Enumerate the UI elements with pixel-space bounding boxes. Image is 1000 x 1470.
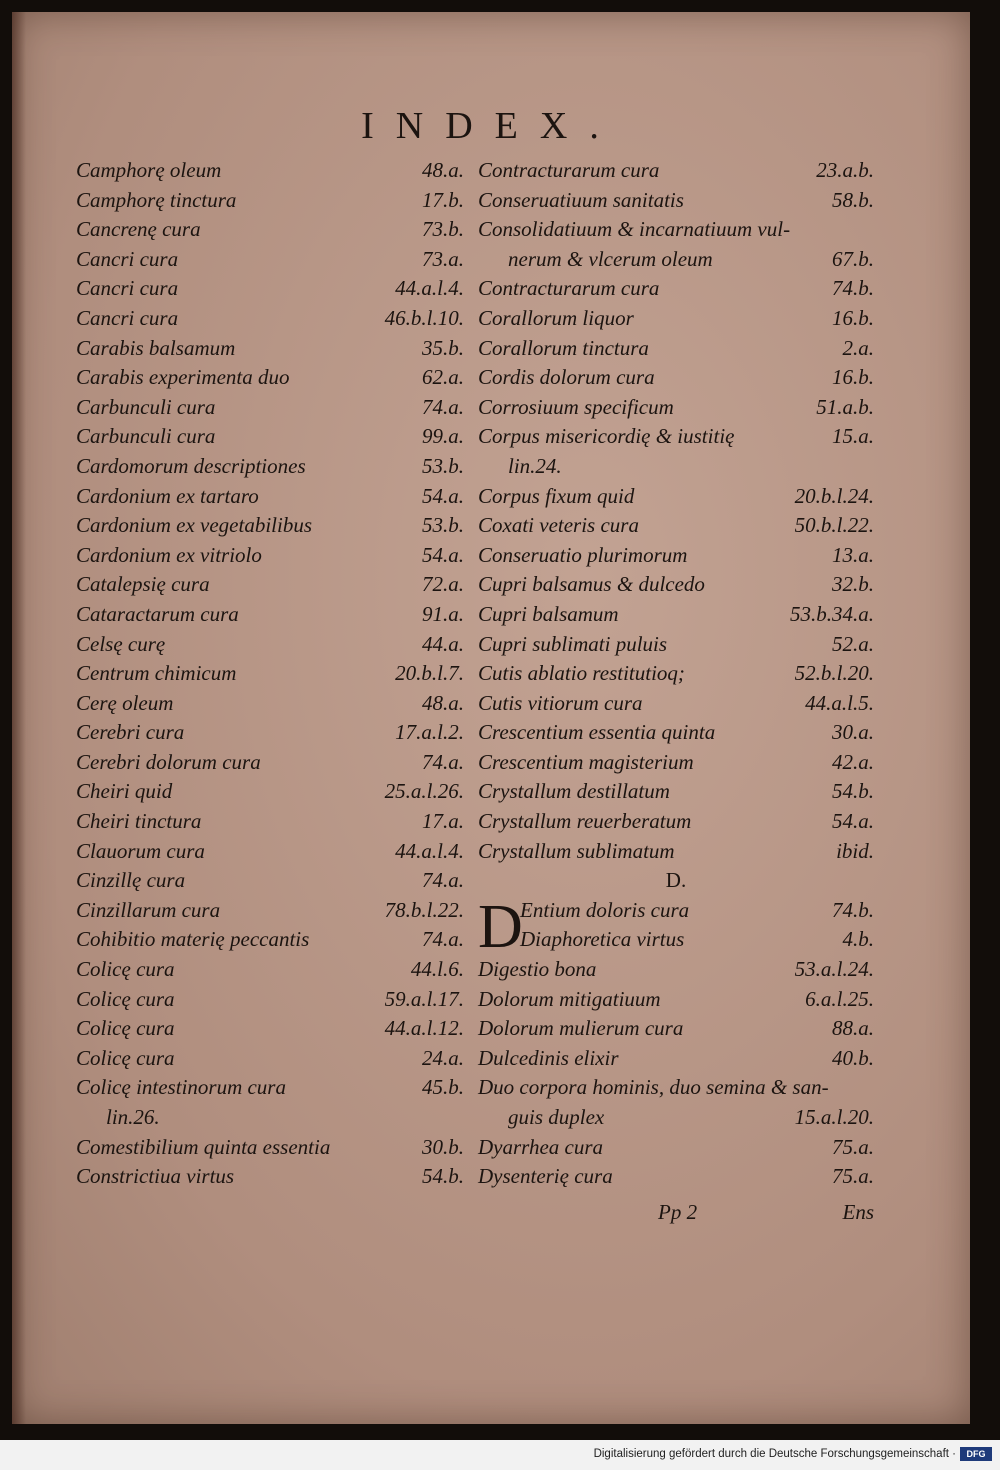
entry-reference: 50.b.l.22. <box>794 513 874 538</box>
entry-term: Camphorę oleum <box>76 158 222 182</box>
index-entry <box>76 927 464 957</box>
entry-reference: 17.a.l.2. <box>395 720 464 745</box>
index-entry <box>478 306 874 336</box>
index-entry <box>76 779 464 809</box>
index-column-right <box>478 158 874 1194</box>
entry-reference: 99.a. <box>422 424 464 449</box>
index-entry <box>76 1135 464 1165</box>
entry-reference: 62.a. <box>422 365 464 390</box>
index-entry <box>76 365 464 395</box>
entry-term: Cupri sublimati puluis <box>478 631 668 656</box>
index-entry <box>76 395 464 425</box>
index-entry <box>478 336 874 366</box>
entry-term: Contracturarum cura <box>478 158 660 182</box>
entry-term: Entium doloris cura <box>520 897 690 922</box>
entry-reference: 2.a. <box>842 335 874 360</box>
index-entry <box>76 1046 464 1076</box>
entry-term: Colicę cura <box>76 957 175 982</box>
entry-continuation: lin.26. <box>106 1105 160 1129</box>
entry-reference: 72.a. <box>422 572 464 597</box>
entry-reference: 59.a.l.17. <box>384 986 464 1011</box>
entry-reference: 42.a. <box>832 749 874 774</box>
entry-term: Corpus misericordię & iustitię <box>478 424 735 449</box>
index-entry <box>76 188 464 218</box>
entry-term: Cinzillarum cura <box>76 897 221 922</box>
index-entry <box>478 691 874 721</box>
entry-reference: 17.a. <box>422 809 464 834</box>
index-entry <box>478 987 874 1017</box>
entry-term: Contracturarum cura <box>478 276 660 301</box>
index-entry <box>76 276 464 306</box>
index-entry <box>478 720 874 750</box>
entry-reference: 52.b.l.20. <box>794 661 874 686</box>
index-entry <box>76 484 464 514</box>
signature-mark: Pp 2 <box>658 1200 698 1224</box>
entry-reference: 53.b. <box>422 513 464 538</box>
page-footer <box>478 1200 874 1230</box>
index-entry <box>76 839 464 869</box>
index-entry <box>478 543 874 573</box>
entry-term: Crystallum sublimatum <box>478 838 675 863</box>
entry-reference: 67.b. <box>832 246 874 271</box>
entry-term: Cutis vitiorum cura <box>478 690 643 715</box>
entry-reference: 51.a.b. <box>816 394 874 419</box>
index-entry <box>76 987 464 1017</box>
entry-reference: 25.a.l.26. <box>384 779 464 804</box>
initial-block <box>478 892 874 961</box>
entry-reference: 35.b. <box>422 335 464 360</box>
book-page <box>12 12 970 1424</box>
index-entry <box>478 602 874 632</box>
index-entry <box>478 1164 874 1194</box>
entry-reference: 53.b. <box>422 453 464 478</box>
entry-reference: 73.b. <box>422 217 464 242</box>
entry-reference: 74.a. <box>422 749 464 774</box>
entry-reference: 73.a. <box>422 246 464 271</box>
entry-term: Carabis experimenta duo <box>76 365 290 390</box>
entry-term: Corallorum liquor <box>478 305 634 330</box>
entry-reference: 6.a.l.25. <box>805 986 874 1011</box>
index-entry <box>478 661 874 691</box>
entry-term: Cancri cura <box>76 276 179 301</box>
entry-reference: 16.b. <box>832 305 874 330</box>
index-entry <box>478 158 874 188</box>
entry-reference: 15.a.l.20. <box>794 1105 874 1129</box>
entry-term: Cardonium ex vitriolo <box>76 542 262 567</box>
entry-term: Carbunculi cura <box>76 394 216 419</box>
entry-reference: 74.b. <box>832 897 874 922</box>
entry-term: nerum & vlcerum oleum <box>508 246 713 271</box>
entry-reference: 32.b. <box>832 572 874 597</box>
index-entry <box>76 247 464 277</box>
entry-reference: 20.b.l.7. <box>395 661 464 686</box>
entry-term: Carbunculi cura <box>76 424 216 449</box>
entry-reference: 75.a. <box>832 1164 874 1189</box>
initial-lines <box>520 898 874 957</box>
entry-term: Cheiri quid <box>76 779 173 804</box>
entry-term: Cancri cura <box>76 246 179 271</box>
entry-term: Colicę cura <box>76 1016 175 1041</box>
entry-term: Carabis balsamum <box>76 335 236 360</box>
index-entry <box>76 543 464 573</box>
credit-bar <box>0 1440 1000 1470</box>
entry-reference: 16.b. <box>832 365 874 390</box>
index-entry <box>76 572 464 602</box>
index-entry <box>478 217 874 247</box>
index-entry <box>478 1016 874 1046</box>
entry-term: Colicę cura <box>76 986 175 1011</box>
entry-term: Coxati veteris cura <box>478 513 639 538</box>
entry-term: Dolorum mitigatiuum <box>478 986 661 1011</box>
entry-term: Corpus fixum quid <box>478 483 635 508</box>
entry-reference: 46.b.l.10. <box>384 305 464 330</box>
index-entry <box>478 572 874 602</box>
index-entry <box>76 1075 464 1105</box>
entry-term: Digestio bona <box>478 957 597 982</box>
index-entry <box>478 1105 874 1135</box>
entry-reference: 44.l.6. <box>410 957 464 982</box>
index-entry <box>76 750 464 780</box>
entry-term: Cerę oleum <box>76 690 174 715</box>
entry-reference: 75.a. <box>832 1134 874 1159</box>
entry-term: Dysenterię cura <box>478 1164 613 1189</box>
index-entry <box>478 395 874 425</box>
entry-term: Cardonium ex vegetabilibus <box>76 513 313 538</box>
entry-reference: 52.a. <box>832 631 874 656</box>
entry-term: Celsę curę <box>76 631 166 656</box>
catchword: Ens <box>842 1200 874 1224</box>
entry-term: Corallorum tinctura <box>478 335 649 360</box>
entry-term: Cutis ablatio restitutioq; <box>478 661 685 686</box>
index-entry <box>76 513 464 543</box>
entry-term: Cordis dolorum cura <box>478 365 655 390</box>
page-title: INDEX. <box>361 105 621 147</box>
entry-reference: 44.a.l.5. <box>805 690 874 715</box>
index-entry <box>76 661 464 691</box>
entry-reference: 54.a. <box>422 542 464 567</box>
entry-reference: 44.a. <box>422 631 464 656</box>
index-entry <box>478 276 874 306</box>
entry-term: Colicę intestinorum cura <box>76 1075 286 1100</box>
entry-term: Comestibilium quinta essentia <box>76 1134 331 1159</box>
section-letter: D. <box>665 868 687 893</box>
dfg-logo: DFG <box>960 1447 992 1461</box>
index-entry <box>76 868 464 898</box>
entry-reference: 74.a. <box>422 868 464 893</box>
entry-reference: 20.b.l.24. <box>794 483 874 508</box>
entry-term: Cheiri tinctura <box>76 809 202 834</box>
entry-term: Cohibitio materię peccantis <box>76 927 310 952</box>
index-entry <box>478 1046 874 1076</box>
index-entry <box>478 1135 874 1165</box>
entry-term: Cerebri dolorum cura <box>76 749 261 774</box>
index-entry <box>478 750 874 780</box>
entry-term: Crescentium essentia quinta <box>478 720 716 745</box>
entry-term: Cancrenę cura <box>76 217 201 242</box>
entry-term: Conseruatiuum sanitatis <box>478 187 684 212</box>
entry-term: Centrum chimicum <box>76 661 237 686</box>
entry-reference: 40.b. <box>832 1045 874 1070</box>
entry-term: Cupri balsamum <box>478 601 619 626</box>
entry-reference: 58.b. <box>832 187 874 212</box>
index-entry <box>478 839 874 869</box>
entry-term: Constrictiua virtus <box>76 1164 235 1189</box>
index-entry <box>76 957 464 987</box>
index-entry <box>76 306 464 336</box>
entry-term: Corrosiuum specificum <box>478 394 674 419</box>
entry-reference: 54.b. <box>832 779 874 804</box>
entry-term: Consolidatiuum & incarnatiuum vul- <box>478 217 791 242</box>
index-entry <box>478 484 874 514</box>
entry-term: Colicę cura <box>76 1045 175 1070</box>
index-entry <box>76 454 464 484</box>
entry-reference: ibid. <box>836 838 874 863</box>
index-entry <box>478 957 874 987</box>
entry-term: Cupri balsamus & dulcedo <box>478 572 705 597</box>
entry-reference: 17.b. <box>422 187 464 212</box>
entry-term: Cerebri cura <box>76 720 185 745</box>
index-entry <box>76 424 464 454</box>
entry-term: Crescentium magisterium <box>478 749 694 774</box>
index-entry <box>76 720 464 750</box>
entry-term: Clauorum cura <box>76 838 205 863</box>
index-entry <box>76 158 464 188</box>
index-entry <box>76 217 464 247</box>
index-entry <box>76 602 464 632</box>
entry-term: Diaphoretica virtus <box>520 927 685 952</box>
entry-reference: 48.a. <box>422 158 464 182</box>
entry-term: Cataractarum cura <box>76 601 239 626</box>
index-entry <box>76 809 464 839</box>
page-spine-shadow <box>12 12 26 1424</box>
entry-reference: 74.b. <box>832 276 874 301</box>
index-entry <box>478 1075 874 1105</box>
entry-term: Crystallum reuerberatum <box>478 809 692 834</box>
index-entry <box>76 1016 464 1046</box>
entry-reference: 91.a. <box>422 601 464 626</box>
index-entry <box>478 809 874 839</box>
index-entry <box>76 691 464 721</box>
entry-reference: 53.a.l.24. <box>794 957 874 982</box>
entry-term: Dolorum mulierum cura <box>478 1016 684 1041</box>
entry-reference: 4.b. <box>842 927 874 952</box>
index-entry <box>478 247 874 277</box>
index-entry <box>76 1164 464 1194</box>
entry-reference: 88.a. <box>832 1016 874 1041</box>
index-entry <box>520 927 874 957</box>
entry-reference: 44.a.l.4. <box>395 276 464 301</box>
entry-reference: 53.b.34.a. <box>790 601 874 626</box>
credit-text: Digitalisierung gefördert durch die Deutsche Forschungsgemeinschaft · <box>593 1448 956 1460</box>
entry-reference: 44.a.l.4. <box>395 838 464 863</box>
index-entry <box>478 632 874 662</box>
entry-term: Dyarrhea cura <box>478 1134 604 1159</box>
drop-cap: D <box>478 892 523 961</box>
entry-reference: 54.b. <box>422 1164 464 1189</box>
entry-reference: 13.a. <box>832 542 874 567</box>
entry-term: Catalepsię cura <box>76 572 210 597</box>
entry-reference: 15.a. <box>832 424 874 449</box>
index-entry <box>478 513 874 543</box>
entry-reference: 44.a.l.12. <box>384 1016 464 1041</box>
entry-reference: 45.b. <box>422 1075 464 1100</box>
entry-term: Conseruatio plurimorum <box>478 542 688 567</box>
index-column-left <box>76 158 464 1194</box>
index-entry <box>478 779 874 809</box>
index-entry <box>76 632 464 662</box>
entry-term: Cinzillę cura <box>76 868 186 893</box>
entry-reference: 78.b.l.22. <box>384 897 464 922</box>
index-entry <box>478 424 874 454</box>
entry-reference: 74.a. <box>422 394 464 419</box>
entry-term: Cardomorum descriptiones <box>76 453 306 478</box>
index-entry <box>478 188 874 218</box>
entry-term: Duo corpora hominis, duo semina & san- <box>478 1075 829 1100</box>
entry-term: guis duplex <box>508 1105 605 1129</box>
entry-term: Camphorę tinctura <box>76 187 237 212</box>
entry-term: Dulcedinis elixir <box>478 1045 619 1070</box>
entry-reference: 74.a. <box>422 927 464 952</box>
entry-continuation: lin.24. <box>508 453 562 478</box>
entry-reference: 23.a.b. <box>816 158 874 182</box>
entry-reference: 54.a. <box>422 483 464 508</box>
entry-reference: 54.a. <box>832 809 874 834</box>
entry-term: Cancri cura <box>76 305 179 330</box>
entry-reference: 48.a. <box>422 690 464 715</box>
index-entry <box>76 898 464 928</box>
index-entry <box>520 898 874 928</box>
index-entry <box>478 365 874 395</box>
entry-reference: 30.b. <box>422 1134 464 1159</box>
entry-reference: 30.a. <box>832 720 874 745</box>
entry-term: Cardonium ex tartaro <box>76 483 259 508</box>
entry-term: Crystallum destillatum <box>478 779 670 804</box>
entry-reference: 24.a. <box>422 1045 464 1070</box>
index-entry <box>76 336 464 366</box>
